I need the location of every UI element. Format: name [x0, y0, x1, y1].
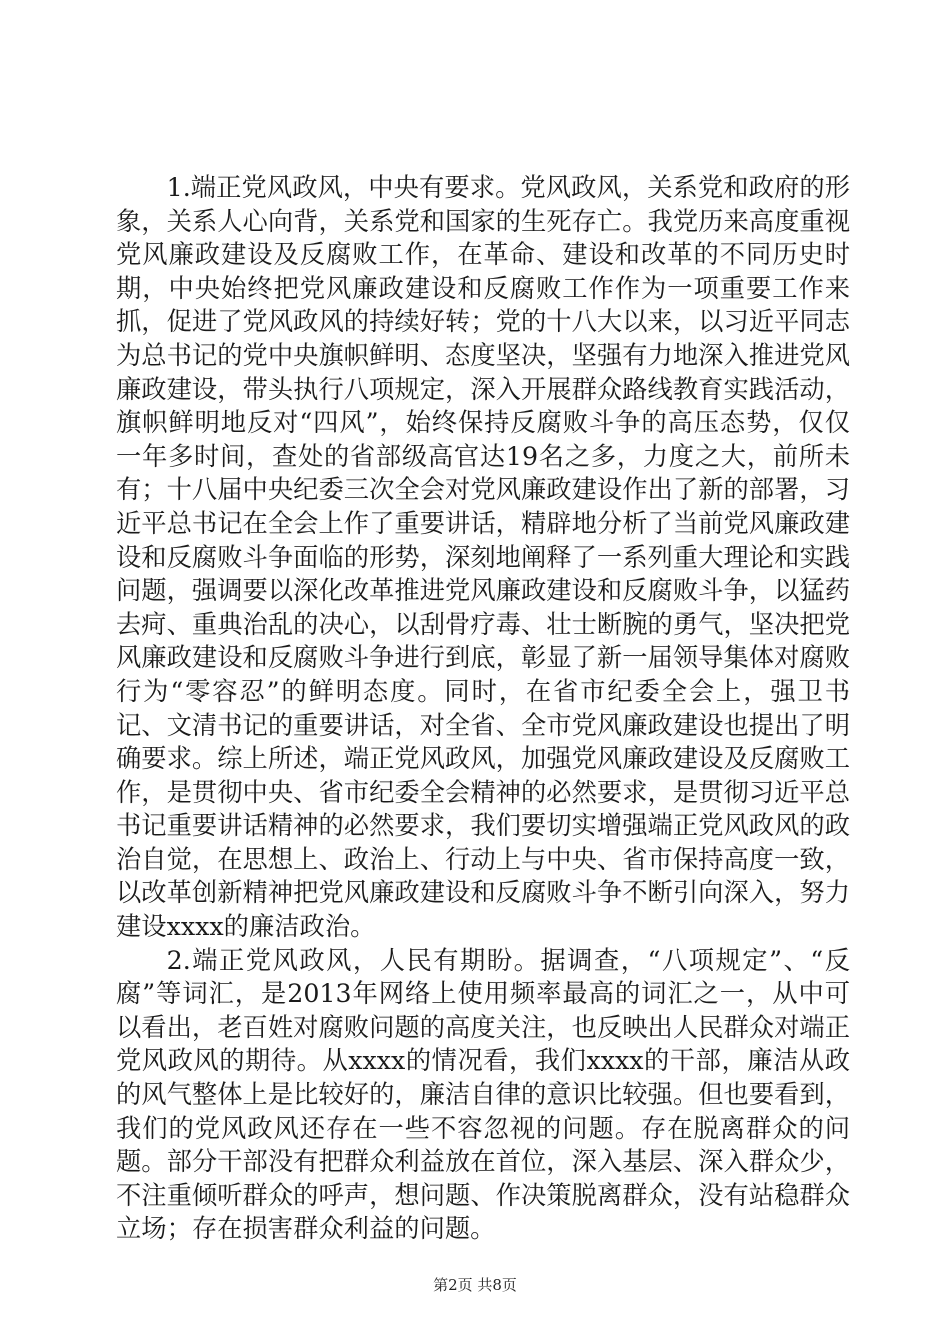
page-footer — [0, 1275, 950, 1295]
paragraph-2: 2.端正党风政风，人民有期盼。据调查，“八项规定”、“反腐”等词汇，是2013年网络上使用频率最高的词汇之一，从中可以看出，老百姓对腐败问题的高度关注，也反映出人民群众对端正党风政风的期待。从xxxx的情况看，我们xxxx的干部，廉洁从政的风气整体上是比较好的，廉洁自律的意识比较强。但也要看到，我们的党风政风还存在一些不容忽视的问题。存在脱离群众的问题。部分干部没有把群众利益放在首位，深入基层、深入群众少，不注重倾听群众的呼声，想问题、作决策脱离群众，没有站稳群众立场；存在损害群众利益的问题。 — [116, 945, 850, 1244]
paragraph-1: 1.端正党风政风，中央有要求。党风政风，关系党和政府的形象，关系人心向背，关系党和国家的生死存亡。我党历来高度重视党风廉政建设及反腐败工作，在革命、建设和改革的不同历史时期，中央始终把党风廉政建设和反腐败工作作为一项重要工作来抓，促进了党风政风的持续好转；党的十八大以来，以习近平同志为总书记的党中央旗帜鲜明、态度坚决，坚强有力地深入推进党风廉政建设，带头执行八项规定，深入开展群众路线教育实践活动，旗帜鲜明地反对“四风”，始终保持反腐败斗争的高压态势，仅仅一年多时间，查处的省部级高官达19名之多，力度之大，前所未有；十八届中央纪委三次全会对党风廉政建设作出了新的部署，习近平总书记在全会上作了重要讲话，精辟地分析了当前党风廉政建设和反腐败斗争面临的形势，深刻地阐释了一系列重大理论和实践问题，强调要以深化改革推进党风廉政建设和反腐败斗争，以猛药去疴、重典治乱的决心，以刮骨疗毒、壮士断腕的勇气，坚决把党风廉政建设和反腐败斗争进行到底，彰显了新一届领导集体对腐败行为“零容忍”的鲜明态度。同时，在省市纪委全会上，强卫书记、文清书记的重要讲话，对全省、全市党风廉政建设也提出了明确要求。综上所述，端正党风政风，加强党风廉政建设及反腐败工作，是贯彻中央、省市纪委全会精神的必然要求，是贯彻习近平总书记重要讲话精神的必然要求，我们要切实增强端正党风政风的政治自觉，在思想上、政治上、行动上与中央、省市保持高度一致，以改革创新精神把党风廉政建设和反腐败斗争不断引向深入，努力建设xxxx的廉洁政治。 — [116, 173, 850, 942]
document-body — [116, 171, 850, 1246]
page-number: 第2页 共8页 — [433, 1276, 517, 1294]
